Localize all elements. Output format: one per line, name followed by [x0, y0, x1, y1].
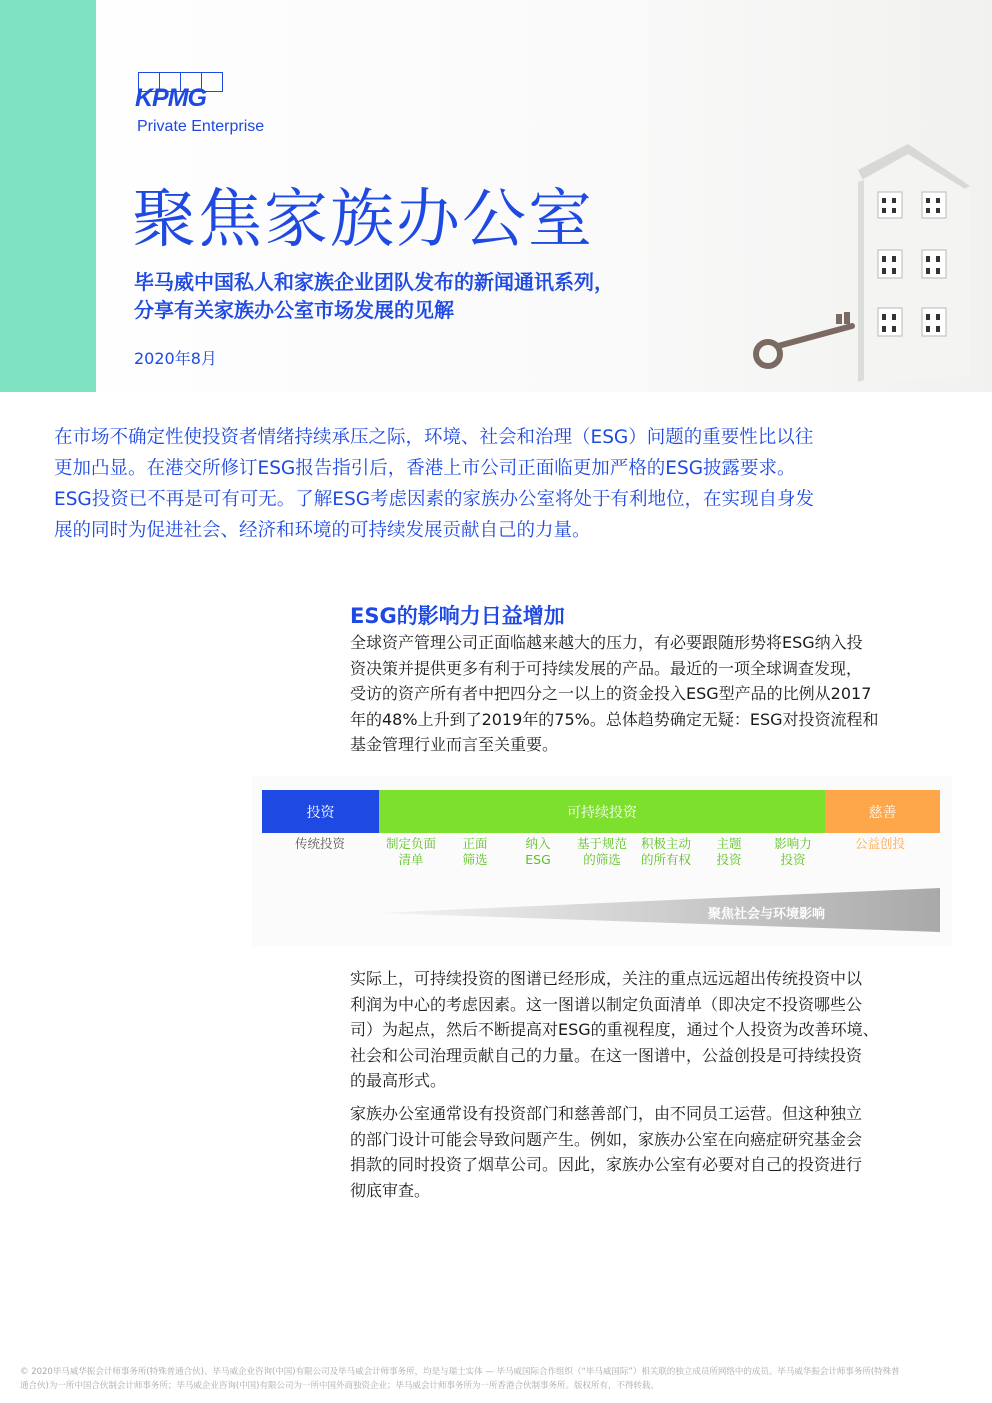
body-line: 家族办公室通常设有投资部门和慈善部门，由不同员工运营。但这种独立 — [350, 1104, 863, 1123]
label-norms-screening: 基于规范 的筛选 — [576, 836, 628, 867]
segment-philanthropy: 慈善 — [825, 790, 940, 833]
intro-line: 在市场不确定性使投资者情绪持续承压之际，环境、社会和治理（ESG）问题的重要性比以往 — [54, 427, 814, 448]
house-key-image — [740, 130, 992, 392]
body-line: 司）为起点，然后不断提高对ESG的重视程度，通过个人投资为改善环境、 — [350, 1020, 879, 1039]
body-line: 的部门设计可能会导致问题产生。例如，家族办公室在向癌症研究基金会 — [350, 1129, 863, 1149]
label-negative-screening: 制定负面 清单 — [385, 836, 437, 867]
intro-paragraph — [54, 422, 944, 546]
body-line: 资决策并提供更多有利于可持续发展的产品。最近的一项全球调查发现， — [350, 658, 863, 678]
subtitle-line: 毕马威中国私人和家族企业团队发布的新闻通讯系列， — [134, 270, 614, 294]
body-line: 社会和公司治理贡献自己的力量。在这一图谱中，公益创投是可持续投资 — [350, 1045, 863, 1065]
body-line: 的最高形式。 — [350, 1071, 447, 1090]
body-line: 利润为中心的考虑因素。这一图谱以制定负面清单（即决定不投资哪些公 — [350, 994, 863, 1014]
section-heading: ESG的影响力日益增加 — [350, 604, 565, 628]
label-traditional: 传统投资 — [294, 836, 346, 851]
body-line: 全球资产管理公司正面临越来越大的压力，有必要跟随形势将ESG纳入投 — [350, 633, 863, 652]
wedge-label: 聚焦社会与环境影响 — [708, 907, 826, 922]
segment-investment: 投资 — [262, 790, 379, 833]
page-title: 聚焦家族办公室 — [132, 183, 594, 257]
label-positive-screening: 正面 筛选 — [462, 836, 488, 867]
label-esg-integration: 纳入 ESG — [525, 836, 551, 867]
body-line: 基金管理行业而言至关重要。 — [350, 735, 559, 754]
body-line: 捐款的同时投资了烟草公司。因此，家族办公室有必要对自己的投资进行 — [350, 1155, 863, 1174]
accent-bar — [0, 0, 96, 392]
label-impact: 影响力 投资 — [774, 836, 812, 867]
intro-line: ESG投资已不再是可有可无。了解ESG考虑因素的家族办公室将处于有利地位，在实现自身发 — [54, 489, 815, 510]
label-active-ownership: 积极主动 的所有权 — [640, 836, 692, 867]
label-venture-philanthropy: 公益创投 — [854, 836, 906, 851]
copyright-footer — [20, 1365, 982, 1393]
impact-wedge — [378, 888, 940, 932]
footer-line: © 2020毕马威华振会计师事务所(特殊普通合伙)、毕马威企业咨询(中国)有限公司及毕马威会计师事务所，均是与瑞士实体 — 毕马威国际合作组织（“毕马威国际”）相关联的独立成员所网络中的成员。毕马威华振会计师事务所(特殊普 — [20, 1367, 900, 1377]
intro-line: 展的同时为促进社会、经济和环境的可持续发展贡献自己的力量。 — [54, 520, 591, 541]
body-line: 受访的资产所有者中把四分之一以上的资金投入ESG型产品的比例从2017 — [350, 684, 872, 703]
body-line: 彻底审查。 — [350, 1180, 431, 1200]
body-paragraph — [350, 630, 952, 758]
intro-line: 更加凸显。在港交所修订ESG报告指引后，香港上市公司正面临更加严格的ESG披露要求。 — [54, 458, 796, 479]
body-line: 实际上，可持续投资的图谱已经形成，关注的重点远远超出传统投资中以 — [350, 969, 863, 988]
label-thematic: 主题 投资 — [716, 836, 742, 867]
body-paragraph — [350, 1101, 952, 1203]
body-paragraph — [350, 966, 952, 1094]
publication-date: 2020年8月 — [134, 349, 217, 368]
footer-line: 通合伙)为一所中国合伙制会计师事务所；毕马威企业咨询(中国)有限公司为一所中国外商独资企业；毕马威会计师事务所为一所香港合伙制事务所。版权所有，不得转载。 — [20, 1381, 659, 1391]
page-subtitle — [134, 268, 734, 324]
segment-sustainable: 可持续投资 — [379, 790, 825, 833]
body-line: 年的48%上升到了2019年的75%。总体趋势确定无疑：ESG对投资流程和 — [350, 709, 879, 729]
logo-subtitle: Private Enterprise — [137, 118, 265, 135]
subtitle-line: 分享有关家族办公室市场发展的见解 — [134, 298, 454, 322]
logo-text: KPMG — [135, 84, 206, 112]
